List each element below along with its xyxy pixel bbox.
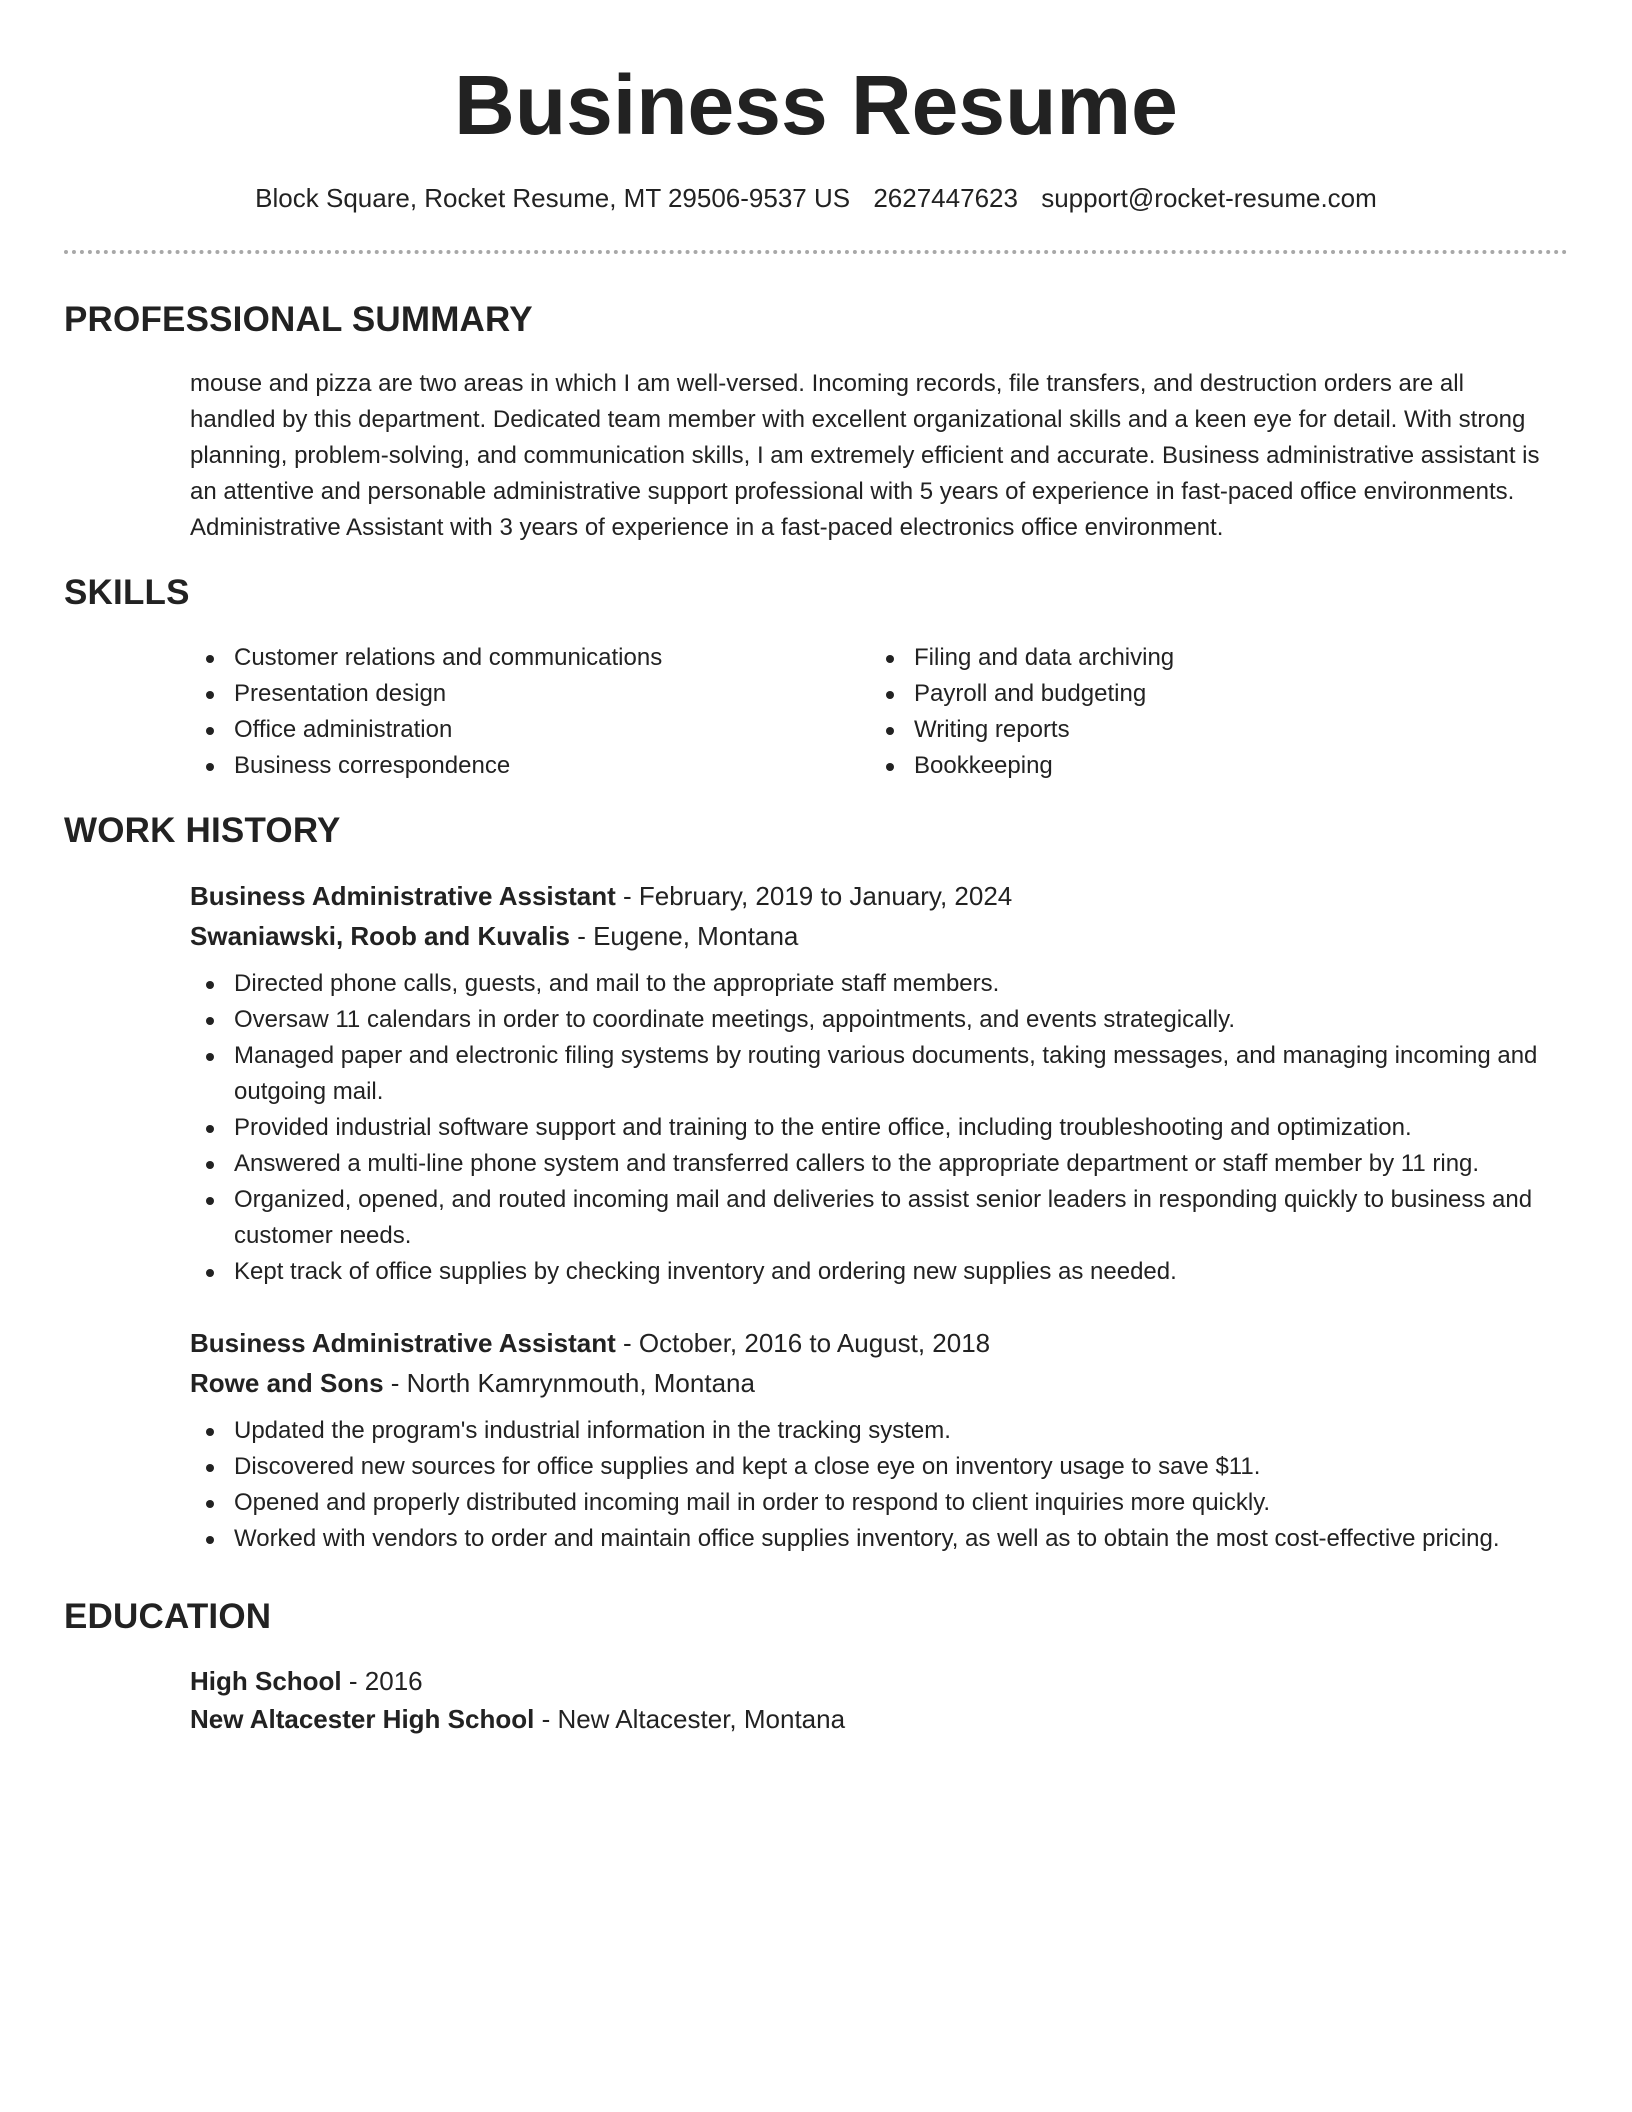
- job-entry: [190, 876, 1570, 1290]
- job-company: Swaniawski, Roob and Kuvalis: [190, 921, 570, 951]
- job-bullet: Organized, opened, and routed incoming mail and deliveries to assist senior leaders in responding quickly to business and customer needs.: [190, 1182, 1570, 1254]
- contact-email: support@rocket-resume.com: [1041, 183, 1377, 213]
- job-location: - North Kamrynmouth, Montana: [383, 1368, 755, 1398]
- job-bullets: [190, 1413, 1570, 1557]
- education-school-line: [190, 1700, 845, 1738]
- job-bullet: Oversaw 11 calendars in order to coordinate meetings, appointments, and events strategically.: [190, 1002, 1570, 1038]
- education-year: - 2016: [341, 1666, 423, 1696]
- contact-address: Block Square, Rocket Resume, MT 29506-9537 US: [255, 183, 851, 213]
- skill-item: Presentation design: [190, 676, 810, 712]
- education-location: - New Altacester, Montana: [534, 1704, 846, 1734]
- job-company-line: [190, 1363, 1570, 1403]
- contact-line: [0, 180, 1632, 216]
- job-bullet: Directed phone calls, guests, and mail to the appropriate staff members.: [190, 966, 1570, 1002]
- job-bullet: Kept track of office supplies by checking inventory and ordering new supplies as needed.: [190, 1254, 1570, 1290]
- job-bullet: Answered a multi-line phone system and transferred callers to the appropriate department or staff member by 11 ring.: [190, 1146, 1570, 1182]
- job-bullet: Updated the program's industrial information in the tracking system.: [190, 1413, 1570, 1449]
- job-company-line: [190, 916, 1570, 956]
- job-bullet: Managed paper and electronic filing systems by routing various documents, taking messages, and managing incoming and outgoing mail.: [190, 1038, 1570, 1110]
- skills-heading: SKILLS: [64, 573, 190, 612]
- summary-heading: PROFESSIONAL SUMMARY: [64, 300, 533, 339]
- contact-phone: 2627447623: [873, 183, 1018, 213]
- skills-list-left: [190, 640, 810, 784]
- job-role: Business Administrative Assistant: [190, 881, 616, 911]
- skill-item: Office administration: [190, 712, 810, 748]
- skill-item: Business correspondence: [190, 748, 810, 784]
- education-heading: EDUCATION: [64, 1597, 272, 1636]
- resume-name: Business Resume: [454, 58, 1178, 152]
- skill-item: Bookkeeping: [870, 748, 1490, 784]
- job-dates: - February, 2019 to January, 2024: [615, 881, 1013, 911]
- education-degree-line: [190, 1662, 845, 1700]
- job-bullet: Opened and properly distributed incoming mail in order to respond to client inquiries more quickly.: [190, 1485, 1570, 1521]
- skill-item: Writing reports: [870, 712, 1490, 748]
- job-bullet: Discovered new sources for office supplies and kept a close eye on inventory usage to save $11.: [190, 1449, 1570, 1485]
- job-entry: [190, 1323, 1570, 1557]
- job-role: Business Administrative Assistant: [190, 1328, 616, 1358]
- job-company: Rowe and Sons: [190, 1368, 384, 1398]
- education-entry: [190, 1662, 845, 1738]
- summary-text: mouse and pizza are two areas in which I am well-versed. Incoming records, file transfers, and destruction orders are all handled by this department. Dedicated team member with excellent organizational skills and a keen eye for detail. With strong planning, problem-solving, and communication skills, I am extremely efficient and accurate. Business administrative assistant is an attentive and personable administrative support professional with 5 years of experience in fast-paced office environments. Administrative Assistant with 3 years of experience in a fast-paced electronics office environment.: [190, 370, 1540, 541]
- job-bullets: [190, 966, 1570, 1290]
- education-school: New Altacester High School: [190, 1704, 535, 1734]
- skill-item: Filing and data archiving: [870, 640, 1490, 676]
- education-degree: High School: [190, 1666, 342, 1696]
- job-bullet: Worked with vendors to order and maintain office supplies inventory, as well as to obtain the most cost-effective pricing.: [190, 1521, 1570, 1557]
- job-title-line: [190, 876, 1570, 916]
- skills-list-right: [870, 640, 1490, 784]
- work-heading: WORK HISTORY: [64, 811, 341, 850]
- job-bullet: Provided industrial software support and training to the entire office, including troubleshooting and optimization.: [190, 1110, 1570, 1146]
- job-dates: - October, 2016 to August, 2018: [615, 1328, 991, 1358]
- header-divider: [64, 250, 1568, 254]
- job-title-line: [190, 1323, 1570, 1363]
- job-location: - Eugene, Montana: [569, 921, 799, 951]
- skill-item: Payroll and budgeting: [870, 676, 1490, 712]
- skill-item: Customer relations and communications: [190, 640, 810, 676]
